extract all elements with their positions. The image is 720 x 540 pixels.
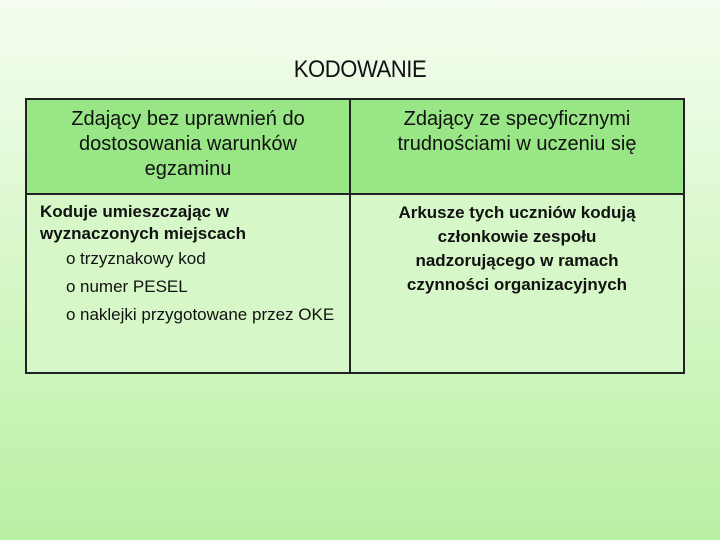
list-item: [66, 304, 349, 326]
text-line: czynności organizacyjnych: [406, 275, 628, 294]
intro-line: wyznaczonych miejscach: [40, 224, 246, 243]
cell-self-coding: [27, 195, 351, 372]
list-item: [66, 248, 349, 270]
bullet-marker-icon: o: [66, 277, 76, 296]
header-line: Zdający ze specyficznymi: [403, 108, 631, 130]
header-line: trudnościami w uczeniu się: [397, 133, 637, 155]
list-item-text: naklejki przygotowane przez OKE: [80, 305, 335, 324]
header-line: egzaminu: [144, 158, 232, 180]
text-line: nadzorującego w ramach: [415, 251, 619, 270]
header-specific-difficulties: [351, 100, 683, 195]
coding-items-list: [40, 248, 349, 326]
bullet-marker-icon: o: [66, 305, 76, 324]
list-item: [66, 276, 349, 298]
header-line: dostosowania warunków: [79, 133, 297, 155]
list-item-text: numer PESEL: [80, 277, 188, 296]
intro-line: Koduje umieszczając w: [40, 202, 229, 221]
header-line: Zdający bez uprawnień do: [71, 108, 305, 130]
text-line: członkowie zespołu: [437, 227, 597, 246]
text-line: Arkusze tych uczniów kodują: [398, 203, 636, 222]
header-no-accommodations: [27, 100, 351, 195]
coding-table: [25, 98, 685, 374]
cell-team-coding: [351, 195, 683, 372]
slide-title: KODOWANIE: [293, 56, 427, 83]
bullet-marker-icon: o: [66, 249, 76, 268]
list-item-text: trzyznakowy kod: [80, 249, 206, 268]
